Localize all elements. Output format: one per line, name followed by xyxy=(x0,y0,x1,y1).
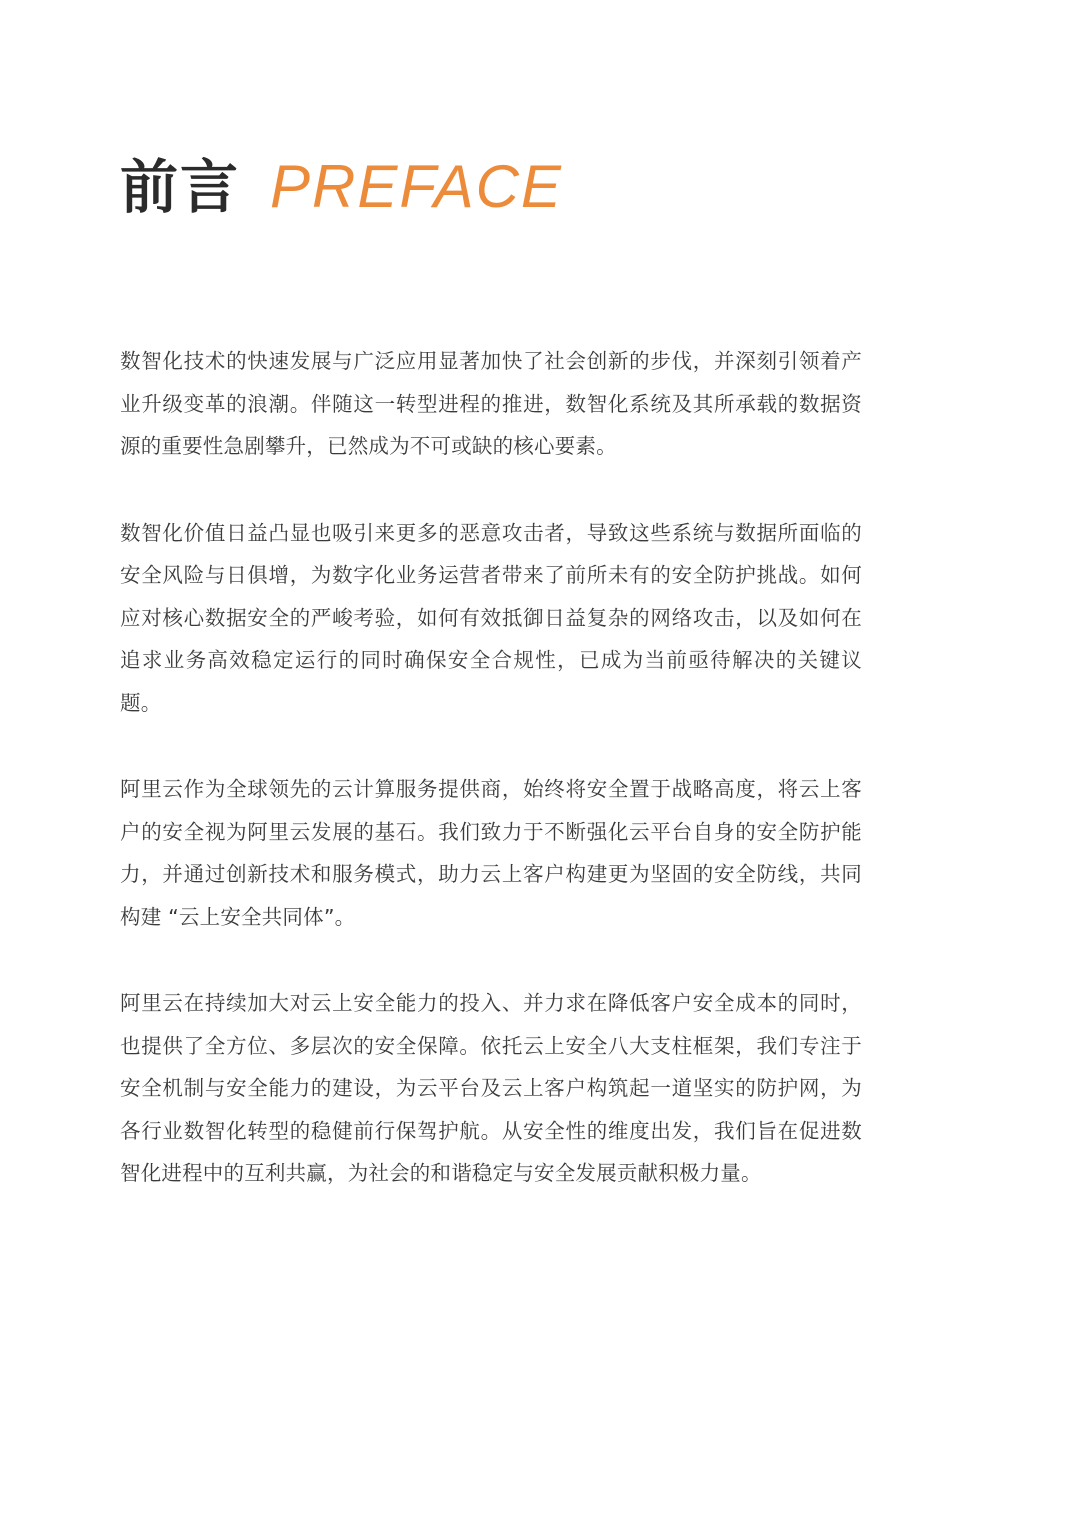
title-english: PREFACE xyxy=(270,153,563,220)
paragraph-2: 数智化价值日益凸显也吸引来更多的恶意攻击者，导致这些系统与数据所面临的安全风险与日俱增，为数字化业务运营者带来了前所未有的安全防护挑战。如何应对核心数据安全的严峻考验，如何有效抵御日益复杂的网络攻击，以及如何在追求业务高效稳定运行的同时确保安全合规性，已成为当前亟待解决的关键议题。 xyxy=(120,520,862,715)
paragraph-3: 阿里云作为全球领先的云计算服务提供商，始终将安全置于战略高度，将云上客户的安全视为阿里云发展的基石。我们致力于不断强化云平台自身的安全防护能力，并通过创新技术和服务模式，助力云上客户构建更为坚固的安全防线，共同构建 “云上安全共同体”。 xyxy=(120,777,862,929)
preface-body xyxy=(120,340,862,1239)
page-title xyxy=(120,140,563,220)
paragraph-4: 阿里云在持续加大对云上安全能力的投入、并力求在降低客户安全成本的同时，也提供了全方位、多层次的安全保障。依托云上安全八大支柱框架，我们专注于安全机制与安全能力的建设，为云平台及云上客户构筑起一道坚实的防护网，为各行业数智化转型的稳健前行保驾护航。从安全性的维度出发，我们旨在促进数智化进程中的互利共赢，为社会的和谐稳定与安全发展贡献积极力量。 xyxy=(120,991,862,1185)
paragraph-1: 数智化技术的快速发展与广泛应用显著加快了社会创新的步伐，并深刻引领着产业升级变革的浪潮。伴随这一转型进程的推进，数智化系统及其所承载的数据资源的重要性急剧攀升，已然成为不可或缺的核心要素。 xyxy=(120,349,862,458)
title-chinese: 前言 xyxy=(120,153,241,221)
